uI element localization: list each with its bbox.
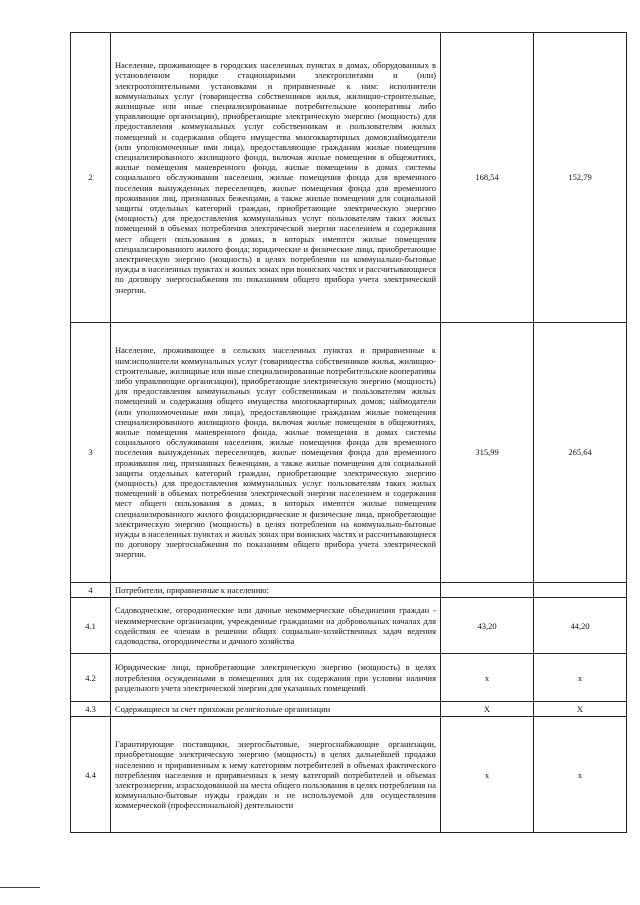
tariff-value-1: Х (441, 702, 534, 717)
table-row (71, 323, 627, 583)
tariff-value-1: х (441, 717, 534, 833)
row-description: Население, проживающее в городских населенных пунктах в домах, оборудованных в установленном порядке стационарными электроплитами и (или) электроотопительными установками и приравненные к ним: исполнители коммунальных услуг (товарищества собственников жилья, жилищно-строительные, жилищные или иные специализированные потребительские кооперативы либо управляющие организации), приобретающие электрическую энергию (мощность) для предоставления коммунальных услуг собственникам и пользователям жилых помещений и содержания общего имущества многоквартирных домов;наймодатели (или уполномоченные ими лица), предоставляющие гражданам жилые помещения специализированного жилищного фонда, включая жилые помещения в общежитиях, жилые помещения маневренного фонда, жилые помещения в домах системы социального обслуживания населения, жилые помещения фонда для временного поселения вынужденных переселенцев, жилые помещения фонда для временного проживания лиц, признанных беженцами, а также жилые помещения для социальной защиты отдельных категорий граждан, приобретающие электрическую энергию (мощность) для предоставления коммунальных услуг пользователям таких жилых помещений в объемах потребления электрической энергии населением и содержания мест общего пользования в домах, в которых имеются жилые помещения специализированного жилого фонда; юридические и физические лица, приобретающие электрическую энергию (мощность) в целях потребления на коммунально-бытовые нужды в населенных пунктах и жилых зонах при воинских частях и рассчитывающиеся по договору энергоснабжения по показаниям общего прибора учета электрической энергии. (111, 33, 441, 323)
table-row (71, 717, 627, 833)
tariff-value-2: 152,79 (534, 33, 627, 323)
row-number: 3 (71, 323, 111, 583)
tariff-value-1 (441, 583, 534, 598)
tariff-value-2: х (534, 717, 627, 833)
tariff-value-2: х (534, 654, 627, 702)
row-description: Потребители, приравненные к населению: (111, 583, 441, 598)
row-number: 2 (71, 33, 111, 323)
row-number: 4 (71, 583, 111, 598)
table-row (71, 33, 627, 323)
table-row (71, 702, 627, 717)
row-number: 4.2 (71, 654, 111, 702)
tariff-value-2 (534, 583, 627, 598)
row-description: Юридические лица, приобретающие электрическую энергию (мощность) в целях потребления осужденными в помещениях для их содержания при условии наличия раздельного учета электрической энергии для указанных помещений (111, 654, 441, 702)
table-row (71, 598, 627, 654)
row-description: Садоводческие, огороднические или дачные некоммерческие объединения граждан - некоммерческие организации, учрежденные гражданами на добровольных началах для содействия ее членам в решении общих социально-хозяйственных задач ведения садоводства, огородничества и дачного хозяйства (111, 598, 441, 654)
row-description: Гарантирующие поставщики, энергосбытовые, энергоснабжающие организации, приобретающие электрическую энергию (мощность) в целях дальнейшей продажи населению и приравненным к нему категориям потребителей в объемах фактического потребления населения и приравненных к нему категорий потребителей и объемах электроэнергии, израсходованной на места общего пользования в целях потребления на коммунально-бытовые нужды граждан и не используемой для осуществления коммерческой (профессиональной) деятельности (111, 717, 441, 833)
table-row (71, 654, 627, 702)
tariff-value-1: 43,20 (441, 598, 534, 654)
tariff-value-2: Х (534, 702, 627, 717)
row-description: Содержащиеся за счет прихожан религиозные организации (111, 702, 441, 717)
tariff-table (70, 32, 627, 833)
footer-rule (0, 887, 40, 888)
tariff-value-2: 44,20 (534, 598, 627, 654)
row-number: 4.4 (71, 717, 111, 833)
row-number: 4.3 (71, 702, 111, 717)
row-number: 4.1 (71, 598, 111, 654)
tariff-value-2: 265,64 (534, 323, 627, 583)
row-description: Население, проживающее в сельских населенных пунктах и приравненные к ним:исполнители коммунальных услуг (товарищества собственников жилья, жилищно-строительные, жилищные или иные специализированные потребительские кооперативы либо управляющие организации), приобретающие электрическую энергию (мощность) для предоставления коммунальных услуг собственникам и пользователям жилых помещений и содержания общего имущества многоквартирных домов; наймодатели (или уполномоченные ими лица), предоставляющие гражданам жилые помещения специализированного жилищного фонда, включая жилые помещения в общежитиях, жилые помещения маневренного фонда, жилые помещения в домах системы социального обслуживания населения, жилые помещения фонда для временного поселения вынужденных переселенцев, жилые помещения фонда для временного проживания лиц, признанных беженцами, а также жилые помещения для социальной защиты отдельных категорий граждан, приобретающие электрическую энергию (мощность) для предоставления коммунальных услуг пользователям таких жилых помещений в объемах потребления электрической энергии населением и содержания мест общего пользования в домах, в которых имеются жилые помещения специализированного жилого фонда;юридические и физические лица, приобретающие электрическую энергию (мощность) в целях потребления на коммунально-бытовые нужды в населенных пунктах и жилых зонах при воинских частях и рассчитывающиеся по договору энергоснабжения по показаниям общего прибора учета электрической энергии. (111, 323, 441, 583)
tariff-value-1: 168,54 (441, 33, 534, 323)
tariff-value-1: 315,99 (441, 323, 534, 583)
table-row (71, 583, 627, 598)
tariff-value-1: х (441, 654, 534, 702)
